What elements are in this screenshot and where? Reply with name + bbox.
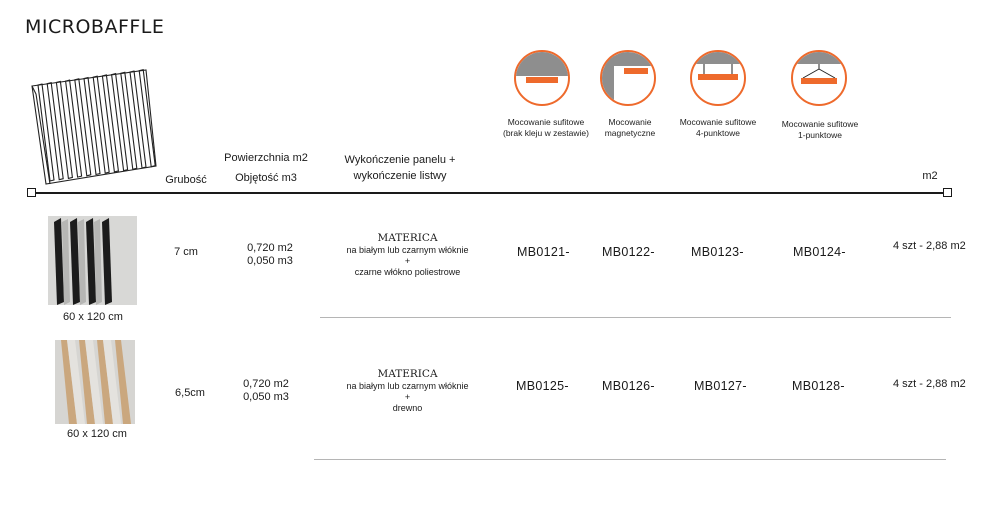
row1-code-magnetic: MB0122-	[602, 245, 655, 259]
panel-fin	[38, 84, 54, 181]
row1-quantity: 4 szt - 2,88 m2	[893, 240, 966, 252]
panel-fin	[112, 74, 128, 171]
panel-fin	[93, 76, 109, 173]
four-point-mount-icon	[690, 50, 746, 106]
header-rule	[32, 192, 948, 194]
row2-area-volume: 0,720 m2 0,050 m3	[243, 378, 289, 403]
row1-code-ceiling: MB0121-	[517, 245, 570, 259]
row2-finish: MATERICA na białym lub czarnym włóknie + drewno	[346, 368, 469, 413]
ceiling-mount-icon	[514, 50, 570, 106]
mount-label-magnetic: Mocowanie magnetyczne	[604, 117, 656, 138]
rule-end-marker-right	[943, 188, 952, 197]
row1-area-volume: 0,720 m2 0,050 m3	[247, 242, 293, 267]
product-photo-wood-fins	[55, 340, 135, 424]
row1-separator	[320, 317, 951, 318]
row2-thickness: 6,5cm	[175, 387, 205, 399]
product-photo-black-fins	[48, 216, 137, 305]
header-grubosc: Grubość	[165, 174, 207, 186]
mount-label-ceiling: Mocowanie sufitowe (brak kleju w zestawie)	[503, 117, 589, 138]
rule-end-marker-left	[27, 188, 36, 197]
header-powierzchnia: Powierzchnia m2 Objętość m3	[224, 152, 308, 184]
mount-label-4-point: Mocowanie sufitowe 4-punktowe	[679, 117, 757, 138]
panel-fin	[56, 81, 72, 178]
one-point-mount-icon	[791, 50, 847, 106]
mount-label-1-point: Mocowanie sufitowe 1-punktowe	[781, 119, 859, 140]
magnetic-mount-icon	[600, 50, 656, 106]
header-wykonczenie: Wykończenie panelu + wykończenie listwy	[344, 154, 456, 182]
row2-code-magnetic: MB0126-	[602, 379, 655, 393]
row2-code-4-point: MB0127-	[694, 379, 747, 393]
panel-fin	[84, 78, 100, 175]
microbaffle-panel-sketch	[28, 68, 160, 186]
row1-finish: MATERICA na białym lub czarnym włóknie + czarne włókno poliestrowe	[346, 232, 469, 277]
row1-code-1-point: MB0124-	[793, 245, 846, 259]
row2-size: 60 x 120 cm	[67, 428, 127, 440]
row2-quantity: 4 szt - 2,88 m2	[893, 378, 966, 390]
row2-code-ceiling: MB0125-	[516, 379, 569, 393]
row2-code-1-point: MB0128-	[792, 379, 845, 393]
row2-separator	[314, 459, 946, 460]
panel-fin	[66, 80, 82, 177]
row1-thickness: 7 cm	[174, 246, 198, 258]
panel-fin	[130, 71, 146, 168]
row1-code-4-point: MB0123-	[691, 245, 744, 259]
row1-size: 60 x 120 cm	[63, 311, 123, 323]
panel-fin	[47, 83, 63, 180]
panel-fin	[75, 79, 91, 176]
header-m2: m2	[922, 170, 938, 182]
panel-fin	[102, 75, 118, 172]
page-title: MICROBAFFLE	[25, 16, 165, 38]
panel-fin	[121, 72, 137, 169]
